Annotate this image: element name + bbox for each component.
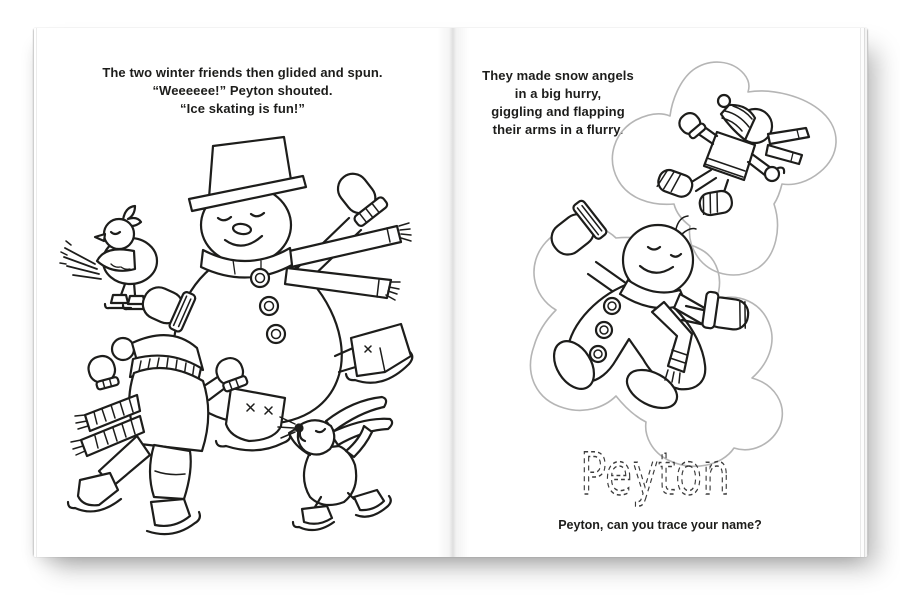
snowman-raised-mitten: [330, 166, 389, 228]
ice-skating-scene-illustration: [33, 28, 452, 557]
skating-child-illustration: [68, 335, 248, 534]
story-line: in a big hurry,: [514, 86, 602, 101]
child-left-mitten: [86, 353, 119, 391]
snow-angels-scene-illustration: [452, 28, 868, 557]
story-line: their arms in a flurry.: [492, 122, 624, 137]
child-snow-angel-illustration: [656, 95, 809, 217]
story-line: “Ice skating is fun!”: [180, 101, 305, 116]
trace-name-text: Peyton: [580, 440, 730, 508]
trace-question: Peyton, can you trace your name?: [558, 518, 762, 532]
angel-snowman-mitten: [542, 199, 608, 263]
angel-child-boot: [656, 167, 695, 199]
skating-bird-illustration: [60, 206, 157, 309]
coloring-book-spread: [33, 28, 868, 557]
story-line: “Weeeeee!” Peyton shouted.: [152, 83, 333, 98]
left-page: [33, 28, 452, 557]
story-line: The two winter friends then glided and spun.: [102, 65, 383, 80]
angel-snowman-mitten: [702, 291, 751, 333]
child-coat: [129, 368, 208, 451]
snowman-snow-angel-illustration: [542, 199, 751, 416]
angel-child-boot: [698, 189, 733, 216]
story-line: giggling and flapping: [491, 104, 625, 119]
story-line: They made snow angels: [482, 68, 634, 83]
child-hat-pompom: [112, 338, 134, 360]
right-page: [452, 28, 868, 557]
